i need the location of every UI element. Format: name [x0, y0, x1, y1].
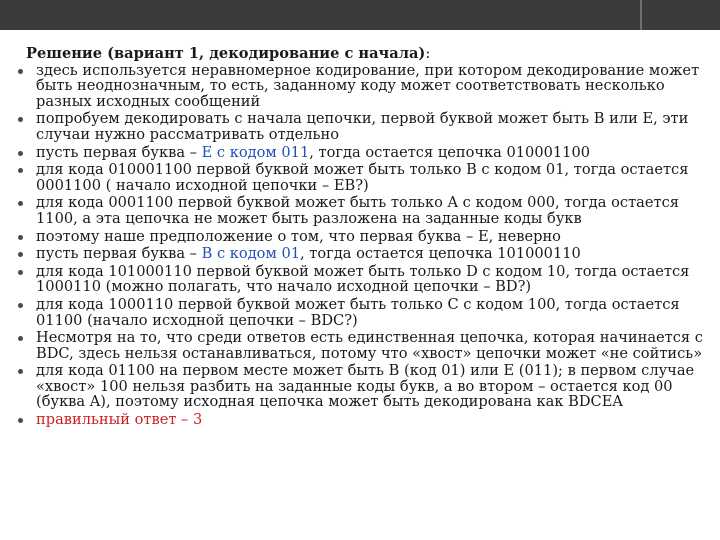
bullet-text: для кода 0001100 первой буквой может быть только A с кодом 000, тогда остается 1100, а эта цепочка не может быть разложена на заданные коды букв [36, 194, 679, 227]
top-bar [0, 0, 720, 30]
bullet-text: для кода 01100 на первом месте может быть B (код 01) или E (011); в первом случае «хвост» 100 нельзя разбить на заданные коды букв, а во втором – остается код 00 (буква A), поэтому исходная цепочка может быть декодирована как BDCEA [36, 362, 695, 411]
bullet-text-post: , тогда остается цепочка 010001100 [309, 143, 591, 161]
bullet-list [18, 63, 710, 428]
content [18, 46, 710, 430]
bullet-text: для кода 101000110 первой буквой может быть только D с кодом 10, тогда остается 1000110 (можно полагать, что начало исходной цепочки – BD?) [36, 262, 690, 296]
bullet-item [18, 195, 710, 226]
bullet-text: здесь используется неравномерное кодирование, при котором декодирование может быть неоднозначным, то есть, заданному коду может соответствовать несколько разных исходных сообщений [36, 61, 700, 110]
bullet-item [18, 162, 710, 193]
bullet-text-pre: пусть первая буква – [36, 143, 202, 161]
bullet-item [18, 145, 710, 161]
bullet-dot-icon [18, 336, 23, 341]
bullet-text: поэтому наше предположение о том, что первая буква – E, неверно [36, 227, 561, 245]
bullet-item [18, 264, 710, 295]
bullet-text: для кода 1000110 первой буквой может быть только C с кодом 100, тогда остается 01100 (начало исходной цепочки – BDC?) [36, 295, 680, 329]
bullet-dot-icon [18, 235, 23, 240]
bullet-dot-icon [18, 201, 23, 206]
bullet-text-post: , тогда остается цепочка 101000110 [300, 245, 581, 263]
bullet-dot-icon [18, 270, 23, 275]
bullet-dot-icon [18, 303, 23, 308]
bullet-dot-icon [18, 168, 23, 173]
bullet-dot-icon [18, 252, 23, 257]
answer-text: правильный ответ – 3 [36, 411, 203, 429]
bullet-dot-icon [18, 369, 23, 374]
bullet-item [18, 229, 710, 245]
bullet-dot-icon [18, 418, 23, 423]
bullet-item [18, 297, 710, 328]
bullet-item [18, 63, 710, 110]
bullet-item [18, 412, 710, 428]
bullet-item [18, 246, 710, 262]
bullet-text-pre: пусть первая буква – [36, 245, 202, 263]
bullet-dot-icon [18, 117, 23, 122]
heading-colon: : [425, 45, 431, 62]
bullet-item [18, 363, 710, 410]
bullet-highlight: B с кодом 01 [201, 245, 301, 263]
bullet-dot-icon [18, 69, 23, 74]
slide-heading [26, 46, 710, 62]
top-bar-accent [640, 0, 642, 30]
bullet-dot-icon [18, 151, 23, 156]
bullet-item [18, 330, 710, 361]
bullet-item [18, 111, 710, 142]
bullet-text: для кода 010001100 первой буквой может быть только B с кодом 01, тогда остается 0001100 ( начало исходной цепочки – EB?) [36, 161, 689, 194]
bullet-text: попробуем декодировать с начала цепочки, первой буквой может быть B или E, эти случаи нужно рассматривать отдельно [36, 110, 689, 143]
bullet-highlight: E с кодом 011 [201, 143, 310, 161]
heading-bold-text: Решение (вариант 1, декодирование с начала) [26, 45, 426, 62]
bullet-text: Несмотря на то, что среди ответов есть единственная цепочка, которая начинается с BDC, здесь нельзя останавливаться, потому что «хвост» цепочки может «не сойтись» [36, 329, 703, 362]
